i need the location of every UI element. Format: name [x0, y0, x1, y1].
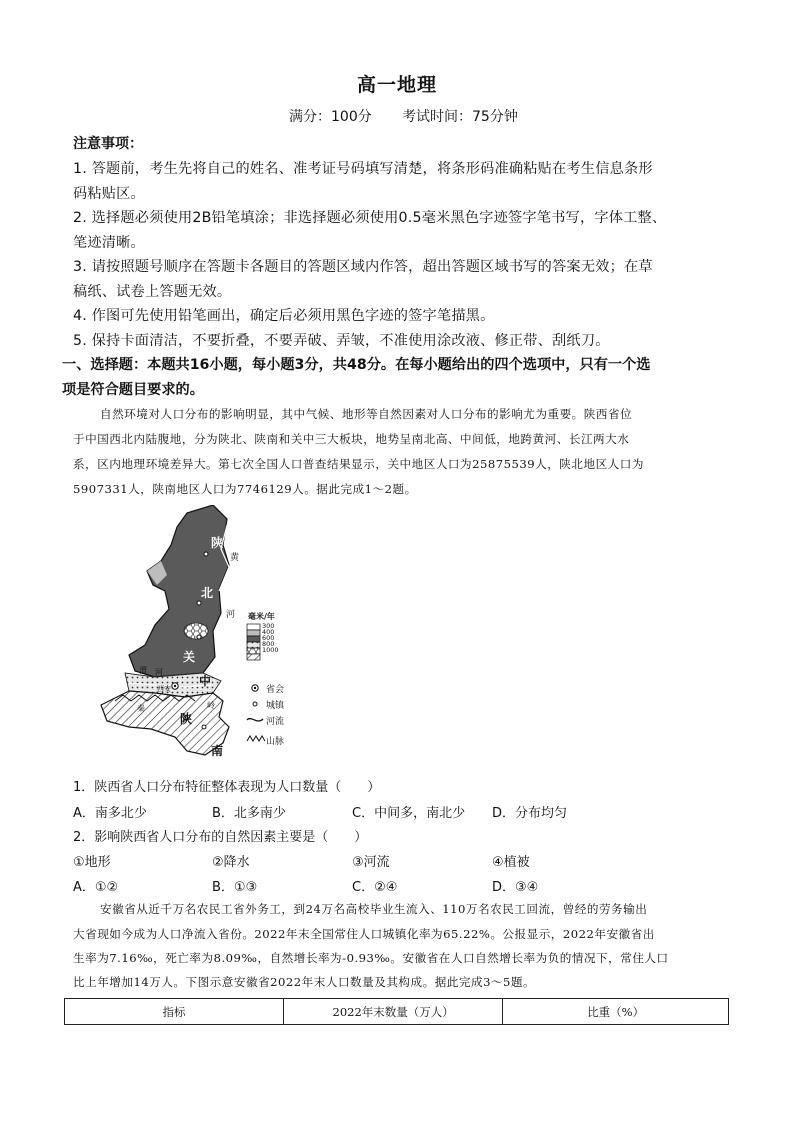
capital-label: 西安: [157, 685, 171, 693]
exam-time: 考试时间：75分钟: [402, 109, 518, 125]
map-label: 陕: [211, 536, 224, 550]
legend-town: 城镇: [266, 701, 285, 711]
notice-line: 稿纸、试卷上答题无效。: [73, 284, 232, 300]
page-title: 高一地理: [356, 74, 437, 96]
q1-option-b: B．北多南少: [212, 806, 286, 821]
legend-value: 300: [262, 622, 275, 630]
legend-river: 河流: [266, 717, 285, 727]
map-label: 南: [211, 744, 224, 758]
notice-line: 5. 保持卡面清洁，不要折叠，不要弄破、弄皱，不准使用涂改液、修正带、刮纸刀。: [73, 333, 610, 349]
q2-item-3: ③河流: [352, 855, 390, 870]
legend-unit: 毫米/年: [248, 612, 275, 621]
passage-1-line: 系，区内地理环境差异大。第七次全国人口普查结果显示，关中地区人口为25875539人，陕北地区人口为: [73, 457, 644, 471]
river-label: 渭: [139, 666, 147, 675]
q1-option-d: D．分布均匀: [492, 806, 568, 821]
legend-value: 600: [262, 634, 275, 642]
population-table: [64, 998, 729, 1025]
map-label: 关: [183, 650, 196, 664]
north-region: [129, 505, 229, 677]
q2-option-b: B．①③: [212, 880, 258, 895]
mountain-legend-icon: [247, 736, 265, 741]
passage-1-line: 于中国西北内陆腹地，分为陕北、陕南和关中三大板块，地势呈南北高、中间低，地跨黄河、长江两大水: [73, 432, 630, 446]
q2-option-d: D．③④: [492, 880, 539, 895]
passage-1-line: 自然环境对人口分布的影响明显，其中气候、地形等自然因素对人口分布的影响尤为重要。陕西省位: [100, 407, 633, 421]
river-legend-icon: [247, 719, 263, 721]
question-1-stem: 1．陕西省人口分布特征整体表现为人口数量（ ）: [73, 780, 381, 795]
notice-line: 码粘贴区。: [73, 186, 145, 202]
passage-2-line: 大省现如今成为人口净流入省份。2022年末全国常住人口城镇化率为65.22%。公报显示，2022年安徽省出: [73, 927, 655, 941]
section-heading-cont: 项是符合题目要求的。: [62, 382, 204, 398]
passage-2-line: 生率为7.16‰，死亡率为8.09‰，自然增长率为-0.93‰。安徽省在人口自然增长率为负的情况下，常住人口: [73, 951, 669, 965]
town-legend-icon: [253, 702, 257, 706]
q2-item-1: ①地形: [73, 855, 111, 870]
mountain-label: 秦: [137, 704, 145, 713]
notice-heading: 注意事项：: [73, 136, 143, 152]
map-label: 中: [199, 674, 212, 688]
notice-line: 4. 作图可先使用铅笔画出，确定后必须用黑色字迹的签字笔描黑。: [73, 308, 495, 324]
river-label: 黄: [230, 553, 240, 563]
passage-1-line: 5907331人，陕南地区人口为7746129人。据此完成1～2题。: [73, 482, 417, 496]
river-label: 河: [155, 668, 163, 677]
notice-line: 笔迹清晰。: [73, 235, 145, 251]
river-label: 河: [226, 610, 236, 620]
table-header-row: [65, 999, 729, 1025]
legend-value: 400: [262, 628, 275, 636]
passage-2-line: 安徽省从近千万名农民工省外务工，到24万名高校毕业生流入、110万名农民工回流，曾经的劳务输出: [100, 902, 648, 916]
notice-line: 2. 选择题必须使用2B铅笔填涂；非选择题必须使用0.5毫米黑色字迹签字笔书写，字体工整、: [73, 210, 667, 226]
q1-option-a: A．南多北少: [73, 806, 147, 821]
table-header-cell: 指标: [65, 999, 284, 1025]
table-header-cell: 2022年末数量（万人）: [284, 999, 503, 1025]
section-heading: 一、选择题：本题共16小题，每小题3分，共48分。在每小题给出的四个选项中，只有一个选: [62, 357, 651, 373]
full-score: 满分：100分: [289, 109, 372, 125]
map-label: 北: [201, 586, 214, 600]
legend-mountain: 山脉: [266, 737, 285, 747]
legend-capital: 省会: [266, 685, 285, 695]
shaanxi-precipitation-map: [95, 505, 310, 770]
mountain-label: 岭: [207, 701, 215, 710]
q2-item-2: ②降水: [212, 855, 250, 870]
question-2-stem: 2．影响陕西省人口分布的自然因素主要是（ ）: [73, 830, 368, 845]
q2-option-c: C．②④: [352, 880, 398, 895]
legend-value: 1000: [262, 646, 279, 654]
map-label: 陕: [180, 712, 193, 726]
notice-line: 1. 答题前，考生先将自己的姓名、准考证号码填写清楚，将条形码准确粘贴在考生信息条形: [73, 161, 653, 177]
legend-value: 800: [262, 640, 275, 648]
q2-option-a: A．①②: [73, 880, 119, 895]
table-header-cell: 比重（%）: [503, 999, 729, 1025]
q2-item-4: ④植被: [492, 855, 530, 870]
q1-option-c: C．中间多，南北少: [352, 806, 466, 821]
notice-line: 3. 请按照题号顺序在答题卡各题目的答题区域内作答，超出答题区域书写的答案无效；在草: [73, 259, 653, 275]
passage-2-line: 比上年增加14万人。下图示意安徽省2022年末人口数量及其构成。据此完成3～5题。: [73, 975, 536, 989]
